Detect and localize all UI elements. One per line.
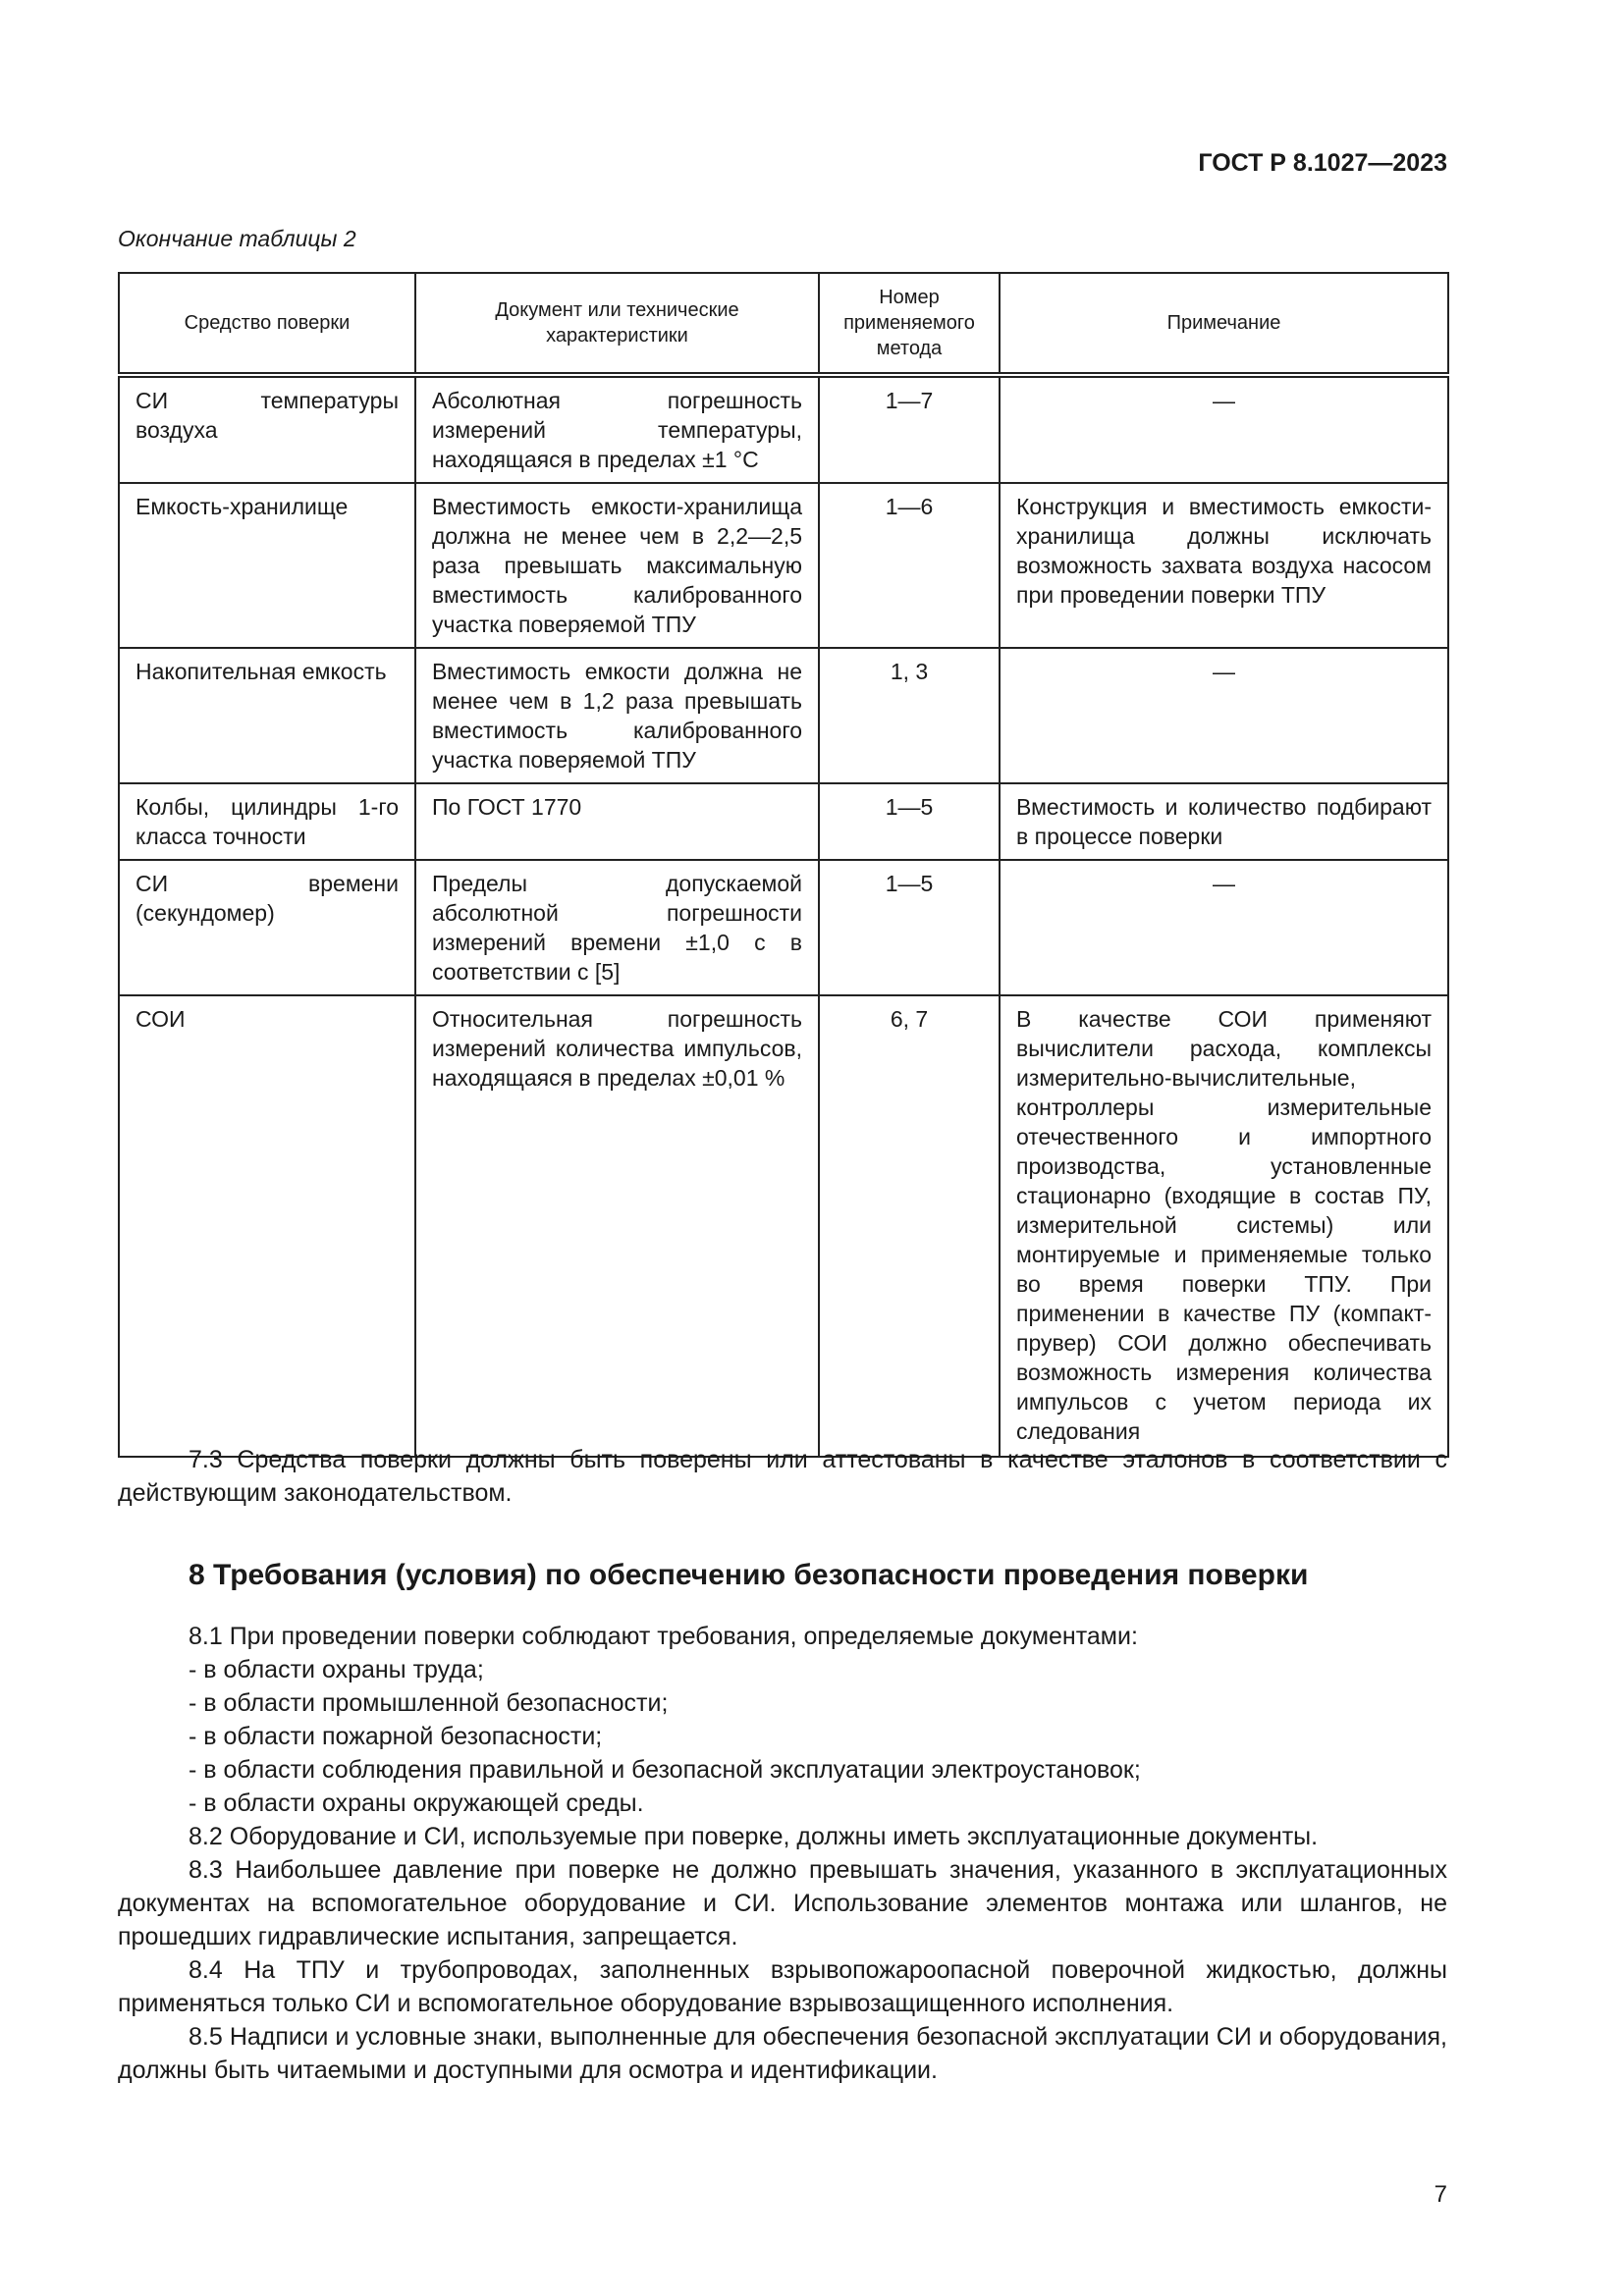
cell-note: — (1000, 648, 1448, 783)
cell-tool: Накопительная емкость (119, 648, 415, 783)
document-code: ГОСТ Р 8.1027—2023 (1198, 149, 1447, 177)
cell-tool: СОИ (119, 995, 415, 1457)
cell-note: — (1000, 860, 1448, 995)
column-header-spec: Документ или технические характеристики (415, 273, 819, 375)
cell-spec: Относительная погрешность измерений количества импульсов, находящаяся в пределах ±0,01 % (415, 995, 819, 1457)
cell-note: — (1000, 375, 1448, 483)
column-header-note: Примечание (1000, 273, 1448, 375)
list-item: - в области охраны труда; (189, 1656, 484, 1683)
cell-spec: По ГОСТ 1770 (415, 783, 819, 860)
table-row (119, 375, 1448, 483)
table-header-row (119, 273, 1448, 375)
paragraph-8-3: 8.3 Наибольшее давление при поверке не должно превышать значения, указанного в эксплуатационных документах на вспомогательное оборудование и СИ. Использование элементов монтажа или шлангов, не прошедших гидравлические испытания, запрещается. (118, 1856, 1447, 1950)
cell-method: 1—5 (819, 860, 1000, 995)
paragraph-8-1: 8.1 При проведении поверки соблюдают требования, определяемые документами: (189, 1623, 1138, 1650)
table-row (119, 860, 1448, 995)
list-item: - в области промышленной безопасности; (189, 1689, 669, 1717)
table-row (119, 483, 1448, 648)
cell-note: Вместимость и количество подбирают в процессе поверки (1000, 783, 1448, 860)
column-header-tool: Средство поверки (119, 273, 415, 375)
cell-tool: Колбы, цилиндры 1-го класса точности (119, 783, 415, 860)
paragraph-8-2: 8.2 Оборудование и СИ, используемые при поверке, должны иметь эксплуатационные документы. (189, 1823, 1319, 1850)
cell-method: 1, 3 (819, 648, 1000, 783)
table-row (119, 648, 1448, 783)
cell-note: Конструкция и вместимость емкости-хранилища должны исключать возможность захвата воздуха насосом при проведении поверки ТПУ (1000, 483, 1448, 648)
list-item: - в области охраны окружающей среды. (189, 1789, 644, 1817)
section-8-body (118, 1620, 1447, 2087)
verification-tools-table (118, 272, 1449, 1458)
cell-method: 1—7 (819, 375, 1000, 483)
table-row (119, 783, 1448, 860)
cell-method: 6, 7 (819, 995, 1000, 1457)
paragraph-8-5: 8.5 Надписи и условные знаки, выполненные для обеспечения безопасной эксплуатации СИ и оборудования, должны быть читаемыми и доступными для осмотра и идентификации. (118, 2023, 1447, 2084)
cell-tool: СИ температуры воздуха (119, 375, 415, 483)
paragraph-8-4: 8.4 На ТПУ и трубопроводах, заполненных взрывопожароопасной поверочной жидкостью, должны применяться только СИ и вспомогательное оборудование взрывозащищенного исполнения. (118, 1956, 1447, 2017)
cell-method: 1—5 (819, 783, 1000, 860)
cell-spec: Пределы допускаемой абсолютной погрешности измерений времени ±1,0 с в соответствии с [5] (415, 860, 819, 995)
table-caption: Окончание таблицы 2 (118, 226, 356, 251)
list-item: - в области соблюдения правильной и безопасной эксплуатации электроустановок; (189, 1756, 1141, 1784)
paragraph-7-3: 7.3 Средства поверки должны быть поверены или аттестованы в качестве эталонов в соответствии с действующим законодательством. (118, 1446, 1447, 1507)
cell-note: В качестве СОИ применяют вычислители расхода, комплексы измерительно-вычислительные, контроллеры измерительные отечественного и импортного производства, установленные стационарно (входящие в состав ПУ, измерительной системы) или монтируемые и применяемые только во время поверки ТПУ. При применении в качестве ПУ (компакт-прувер) СОИ должно обеспечивать возможность измерения количества импульсов с учетом периода их следования (1000, 995, 1448, 1457)
table-row (119, 995, 1448, 1457)
cell-spec: Вместимость емкости-хранилища должна не менее чем в 2,2—2,5 раза превышать максимальную вместимость калиброванного участка поверяемой ТПУ (415, 483, 819, 648)
cell-spec: Абсолютная погрешность измерений температуры, находящаяся в пределах ±1 °C (415, 375, 819, 483)
cell-tool: Емкость-хранилище (119, 483, 415, 648)
list-item: - в области пожарной безопасности; (189, 1723, 603, 1750)
column-header-method: Номер применяемого метода (819, 273, 1000, 375)
paragraph-7-3-block (118, 1443, 1447, 1510)
cell-spec: Вместимость емкости должна не менее чем в 1,2 раза превышать вместимость калиброванного участка поверяемой ТПУ (415, 648, 819, 783)
section-8-heading: 8 Требования (условия) по обеспечению безопасности проведения поверки (189, 1559, 1309, 1591)
cell-tool: СИ времени (секундомер) (119, 860, 415, 995)
page-number: 7 (1434, 2181, 1447, 2208)
cell-method: 1—6 (819, 483, 1000, 648)
